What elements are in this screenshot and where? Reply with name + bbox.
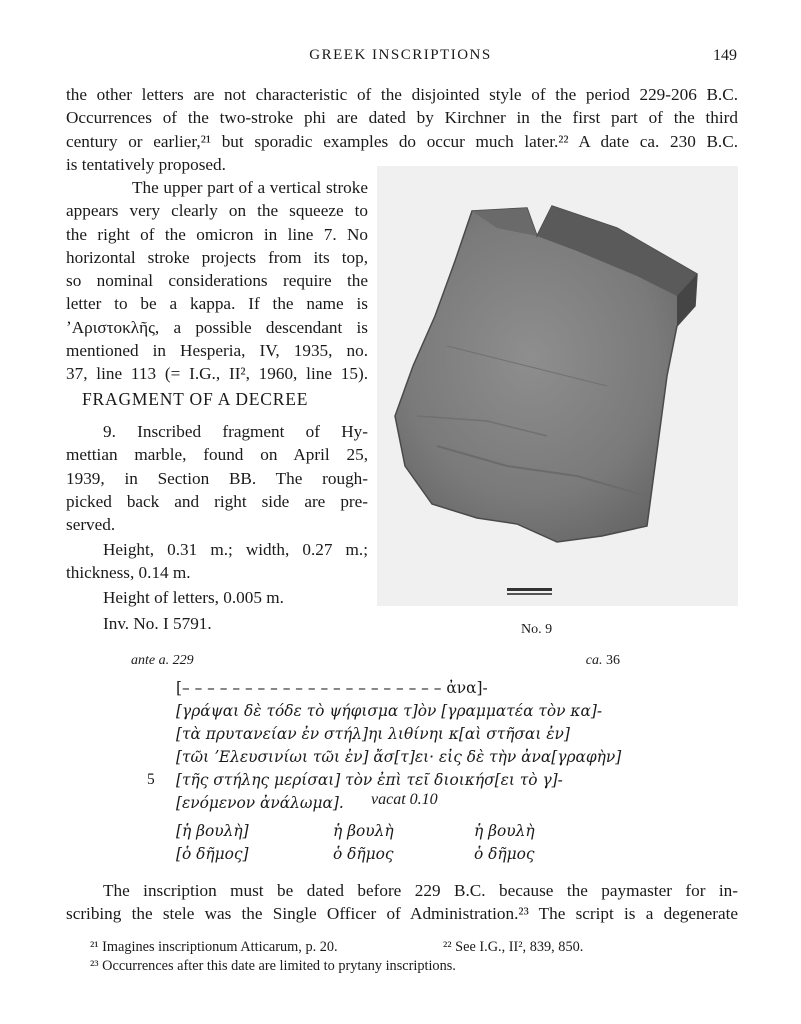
inscription-line: [ενόμενον ἀνάλωμα]. (176, 794, 344, 812)
intro-line: Occurrences of the two-stroke phi are dated by Kirchner in the first part of the third (66, 108, 738, 128)
intro-line: century or earlier,²¹ but sporadic examples do occur much later.²² A date ca. 230 B.C. (66, 131, 738, 151)
inscription-line: [– – – – – – – – – – – – – – – – – – – – – ἀνα]- (176, 679, 488, 697)
conclusion-line: The inscription must be dated before 229 B.C. because the paymaster for in- (103, 881, 738, 900)
inscription-line: [γράψαι δὲ τόδε τὸ ψήφισμα τ]ὸν [γραμματέα τὸν κα]- (176, 702, 603, 720)
kappa-line: ʼΑριστοκλῆς, a possible descendant is (66, 317, 368, 337)
kappa-paragraph (66, 176, 368, 386)
dimensions-line: thickness, 0.14 m. (66, 563, 191, 583)
crown-text: ἡ βουλὴ (474, 822, 535, 840)
letter-count: 36 (606, 653, 620, 668)
photo-caption: No. 9 (521, 622, 553, 637)
kappa-line: the right of the omicron in line 7. No (66, 224, 368, 244)
inventory-number: Inv. No. I 5791. (103, 614, 212, 633)
line-number: 5 (147, 771, 155, 788)
dimensions-line: Height, 0.31 m.; width, 0.27 m.; (103, 540, 368, 559)
kappa-line: horizontal stroke projects from its top, (66, 247, 368, 267)
letters-per-line (586, 653, 620, 669)
intro-line: is tentatively proposed. (66, 154, 226, 174)
footnote-22: ²² See I.G., II², 839, 850. (443, 939, 584, 955)
kappa-line: 37, line 113 (= I.G., II², 1960, line 15). (66, 364, 368, 384)
entry-line: served. (66, 515, 116, 535)
footnote-21: ²¹ Imagines inscriptionum Atticarum, p. 20. (90, 939, 338, 955)
kappa-line: letter to be a kappa. If the name is (66, 294, 368, 314)
crown-text: ὁ δῆμος (474, 845, 535, 863)
fragment-photo (377, 166, 738, 606)
intro-paragraph (66, 83, 738, 176)
kappa-line: appears very clearly on the squeeze to (66, 201, 368, 221)
letter-height: Height of letters, 0.005 m. (103, 588, 284, 607)
entry-paragraph (66, 420, 368, 536)
footnote-23: ²³ Occurrences after this date are limited to prytany inscriptions. (90, 958, 456, 974)
entry-line: mettian marble, found on April 25, (66, 445, 368, 465)
section-heading: FRAGMENT OF A DECREE (82, 389, 309, 409)
inscription-line: [τῶι ʼΕλευσινίωι τῶι ἐν] ἄσ[τ]ει· εἰς δὲ τὴν ἀνα[γραφὴν] (176, 748, 622, 766)
dimensions-paragraph (66, 538, 368, 585)
crown-text: [ὁ δῆμος] (176, 845, 249, 863)
inscription-line: [τὰ πρυτανείαν ἐν στήλ]ηι λιθίνηι κ[αὶ στῆσαι ἐν] (176, 725, 570, 743)
conclusion-paragraph (66, 879, 738, 926)
entry-line: 9. Inscribed fragment of Hy- (103, 422, 368, 441)
crown-text: [ἡ βουλὴ] (176, 822, 249, 840)
inscription-line: [τῆς στήλης μερίσαι] τὸν ἐπὶ τεῖ διοικήσ[ει τὸ γ]- (176, 771, 563, 789)
running-header: GREEK INSCRIPTIONS (309, 47, 492, 63)
intro-line: the other letters are not characteristic of the disjointed style of the period 229-206 B.C. (66, 85, 738, 104)
kappa-line: mentioned in Hesperia, IV, 1935, no. (66, 341, 368, 361)
conclusion-line: scribing the stele was the Single Officer of Administration.²³ The script is a degenerate (66, 904, 738, 924)
circa-label: ca. (585, 653, 603, 668)
vacat-note: vacat 0.10 (371, 791, 438, 808)
page-number: 149 (713, 47, 737, 64)
entry-line: 1939, in Section BB. The rough- (66, 468, 368, 488)
crown-text: ὁ δῆμος (333, 845, 394, 863)
kappa-line: so nominal considerations require the (66, 271, 368, 291)
entry-line: picked back and right side are pre- (66, 491, 368, 511)
kappa-line: The upper part of a vertical stroke (132, 178, 368, 197)
inscription-date: ante a. 229 (131, 653, 194, 668)
crown-text: ἡ βουλὴ (333, 822, 394, 840)
